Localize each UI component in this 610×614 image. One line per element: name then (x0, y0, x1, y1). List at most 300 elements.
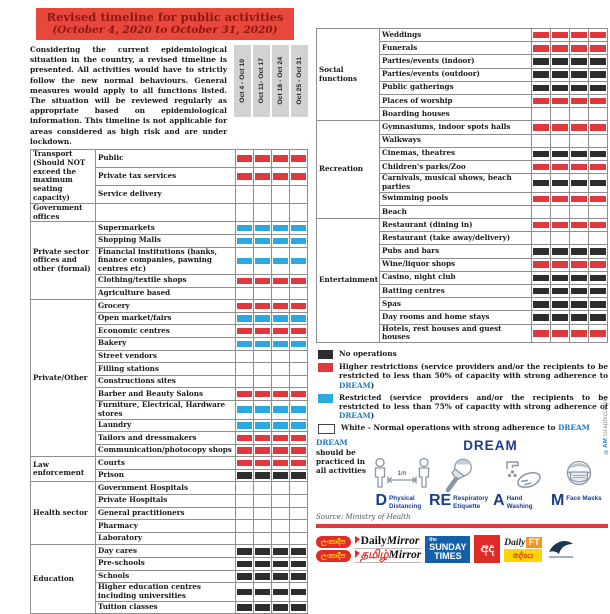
status-bar-red (533, 124, 549, 131)
category-cell: Private sector offices and other (formal) (31, 222, 96, 300)
status-cell (290, 222, 308, 235)
dream-item-respiratory (428, 456, 491, 510)
status-cell (551, 324, 570, 343)
status-cell (589, 205, 608, 218)
activity-label: Private tax services (96, 167, 236, 185)
status-bar-black (533, 275, 549, 282)
status-bar-red (590, 98, 606, 105)
status-bar-blue (273, 315, 288, 322)
activity-label: Furniture, Electrical, Hardware stores (96, 400, 236, 419)
legend-item (316, 393, 608, 421)
status-cell (589, 160, 608, 173)
status-cell (272, 337, 290, 350)
status-bar-black (552, 71, 568, 78)
status-cell (589, 284, 608, 297)
status-cell (589, 108, 608, 121)
status-cell (551, 205, 570, 218)
status-bar-red (533, 196, 549, 203)
activity-label: Day rooms and home stays (380, 311, 532, 324)
status-cell (236, 432, 254, 445)
status-cell (589, 29, 608, 42)
status-cell (236, 583, 254, 602)
status-bar-red (237, 391, 252, 398)
status-bar-black (590, 275, 606, 282)
activity-label: Gymnasiums, indoor spots halls (380, 121, 532, 134)
status-cell (272, 400, 290, 419)
legend-text: White - Normal operations with strong adherence to DREAM (341, 423, 590, 433)
status-bar-red (590, 261, 606, 268)
status-bar-blue (291, 238, 306, 245)
status-cell (254, 507, 272, 520)
status-cell (254, 558, 272, 571)
status-cell (272, 545, 290, 558)
status-cell (272, 583, 290, 602)
status-cell (290, 167, 308, 185)
status-bar-black (571, 180, 587, 187)
dream-caption (375, 493, 429, 510)
status-cell (551, 298, 570, 311)
status-bar-red (533, 98, 549, 105)
physical-distancing-icon (371, 456, 433, 492)
status-cell (290, 495, 308, 508)
status-cell (236, 325, 254, 338)
status-cell (290, 570, 308, 583)
hand-washing-icon (497, 456, 543, 492)
activity-label: Hotels, rest houses and guest houses (380, 324, 532, 343)
category-cell: Transport (Should NOT exceed the maximum seating capacity) (31, 150, 96, 204)
activity-label: Pharmacy (96, 520, 236, 533)
page-subtitle: (October 4, 2020 to October 31, 2020) (52, 24, 278, 36)
date-column-header (272, 45, 289, 117)
activity-label: Government Hospitals (96, 482, 236, 495)
status-bar-black (255, 472, 270, 479)
category-cell: Government offices (31, 203, 96, 222)
status-bar-red (255, 173, 270, 180)
status-bar-black (291, 573, 306, 580)
status-bar-red (237, 460, 252, 467)
status-bar-blue (237, 422, 252, 429)
status-cell (570, 174, 589, 193)
right-timeline-table (316, 28, 608, 343)
legend-swatch-black (318, 350, 333, 359)
status-bar-blue (273, 341, 288, 348)
status-cell (570, 245, 589, 258)
dream-label: Physical Distancing (389, 495, 422, 510)
status-bar-red (590, 45, 606, 52)
dream-caption (551, 493, 606, 508)
status-cell (290, 312, 308, 325)
category-cell: Law enforcement (31, 457, 96, 482)
status-bar-red (571, 45, 587, 52)
status-cell (272, 312, 290, 325)
status-bar-blue (237, 238, 252, 245)
status-bar-black (533, 71, 549, 78)
date-column-header (253, 45, 270, 117)
status-bar-blue (273, 258, 288, 265)
activity-label: Swimming pools (380, 192, 532, 205)
activity-label: Private Hospitals (96, 495, 236, 508)
status-cell (532, 232, 551, 245)
status-cell (570, 134, 589, 147)
status-bar-red (291, 303, 306, 310)
status-cell (272, 432, 290, 445)
status-cell (551, 134, 570, 147)
status-cell (589, 147, 608, 160)
status-cell (272, 444, 290, 457)
activity-label: Shopping Malls (96, 235, 236, 248)
status-bar-red (291, 435, 306, 442)
activity-label: Wine/liquor shops (380, 258, 532, 271)
status-bar-red (552, 32, 568, 39)
status-bar-black (552, 180, 568, 187)
status-cell (290, 419, 308, 432)
status-bar-black (552, 248, 568, 255)
status-cell (254, 583, 272, 602)
status-cell (290, 388, 308, 401)
activity-label: Financial institutions (banks, finance companies, pawning centres etc) (96, 247, 236, 274)
status-bar-blue (255, 315, 270, 322)
status-cell (272, 150, 290, 168)
status-cell (254, 222, 272, 235)
status-cell (272, 495, 290, 508)
status-bar-black (552, 301, 568, 308)
ft-deshaya-logos (504, 537, 542, 562)
status-bar-red (237, 155, 252, 162)
status-bar-blue (291, 225, 306, 232)
status-cell (532, 284, 551, 297)
status-bar-black (590, 71, 606, 78)
status-bar-red (571, 124, 587, 131)
activity-label: Economic centres (96, 325, 236, 338)
status-bar-red (571, 98, 587, 105)
dream-keyword: DREAM (316, 438, 348, 448)
status-bar-black (273, 604, 288, 611)
status-cell (551, 271, 570, 284)
status-bar-red (571, 330, 587, 337)
status-bar-black (291, 589, 306, 596)
status-cell (551, 108, 570, 121)
status-cell (236, 203, 254, 222)
activity-label: Supermarkets (96, 222, 236, 235)
legend-text: Higher restrictions (service providers and/or the recipients to be restricted to less than 50% of capacity with strong adherence to DREAM) (339, 362, 608, 390)
status-cell (236, 469, 254, 482)
status-bar-blue (291, 406, 306, 413)
legend-item (316, 362, 608, 390)
status-bar-black (571, 151, 587, 158)
status-cell (532, 160, 551, 173)
legend-item (316, 423, 608, 434)
daily-ft-logo: Daily FT (504, 536, 540, 548)
status-cell (570, 219, 589, 232)
status-cell (272, 185, 290, 203)
status-bar-black (291, 548, 306, 555)
activity-label: Carnivals, musical shows, beach parties (380, 174, 532, 193)
publisher-logos (316, 532, 608, 566)
status-bar-black (571, 248, 587, 255)
status-cell (290, 558, 308, 571)
status-cell (532, 324, 551, 343)
status-cell (236, 601, 254, 614)
status-cell (570, 284, 589, 297)
status-bar-red (255, 391, 270, 398)
status-cell (290, 235, 308, 248)
respiratory-etiquette-icon (441, 456, 481, 492)
status-bar-black (590, 85, 606, 92)
status-cell (589, 134, 608, 147)
status-cell (589, 81, 608, 94)
status-cell (272, 532, 290, 545)
mirror-logos (355, 535, 422, 563)
legend (316, 349, 608, 434)
status-bar-red (273, 155, 288, 162)
status-bar-red (533, 45, 549, 52)
activity-label: Tailors and dressmakers (96, 432, 236, 445)
status-cell (551, 81, 570, 94)
status-bar-red (291, 155, 306, 162)
status-bar-black (590, 248, 606, 255)
status-cell (570, 258, 589, 271)
status-cell (290, 150, 308, 168)
status-bar-black (552, 314, 568, 321)
status-bar-red (255, 460, 270, 467)
status-cell (236, 444, 254, 457)
status-bar-blue (255, 238, 270, 245)
activity-label: Clothing/textile shops (96, 274, 236, 287)
status-bar-red (590, 124, 606, 131)
status-bar-red (291, 328, 306, 335)
status-cell (272, 363, 290, 376)
status-cell (551, 192, 570, 205)
status-bar-black (552, 85, 568, 92)
status-cell (570, 192, 589, 205)
status-bar-red (273, 460, 288, 467)
status-cell (570, 68, 589, 81)
status-cell (236, 400, 254, 419)
status-cell (272, 350, 290, 363)
status-bar-black (533, 58, 549, 65)
status-cell (532, 29, 551, 42)
status-bar-black (590, 314, 606, 321)
status-bar-red (571, 164, 587, 171)
status-cell (236, 274, 254, 287)
status-cell (551, 232, 570, 245)
status-bar-blue (291, 315, 306, 322)
status-bar-red (237, 303, 252, 310)
status-cell (254, 337, 272, 350)
status-cell (532, 94, 551, 107)
status-bar-black (255, 561, 270, 568)
dream-title: DREAM (463, 438, 518, 454)
status-bar-black (273, 472, 288, 479)
status-cell (254, 469, 272, 482)
status-bar-black (552, 151, 568, 158)
status-cell (236, 545, 254, 558)
status-cell (551, 68, 570, 81)
status-bar-blue (237, 258, 252, 265)
status-bar-blue (255, 406, 270, 413)
activity-row (31, 150, 308, 168)
status-bar-red (552, 164, 568, 171)
status-cell (290, 287, 308, 300)
status-bar-black (237, 573, 252, 580)
status-bar-black (571, 314, 587, 321)
status-cell (290, 545, 308, 558)
category-cell: Education (31, 545, 96, 614)
status-cell (551, 55, 570, 68)
status-cell (236, 337, 254, 350)
status-bar-red (590, 196, 606, 203)
status-cell (254, 520, 272, 533)
activity-label: Restaurant (dining in) (380, 219, 532, 232)
status-cell (589, 324, 608, 343)
lankadeepa-bottom: ලංකාදීප (316, 550, 351, 562)
status-cell (290, 400, 308, 419)
status-cell (532, 298, 551, 311)
lankadeepa-top: ලංකාදීප (316, 536, 351, 548)
activity-label: Constructions sites (96, 375, 236, 388)
status-cell (272, 482, 290, 495)
date-column-header (234, 45, 251, 117)
status-cell (236, 570, 254, 583)
activity-label: Laboratory (96, 532, 236, 545)
status-bar-red (255, 278, 270, 285)
status-cell (570, 108, 589, 121)
status-cell (570, 205, 589, 218)
category-cell: Recreation (317, 121, 380, 219)
legend-text: No operations (339, 349, 397, 359)
status-cell (551, 258, 570, 271)
dream-item-mask (549, 456, 608, 510)
status-cell (272, 520, 290, 533)
status-cell (551, 219, 570, 232)
status-bar-red (590, 330, 606, 337)
status-bar-red (291, 447, 306, 454)
status-cell (236, 457, 254, 470)
status-bar-blue (273, 406, 288, 413)
status-cell (290, 482, 308, 495)
status-cell (272, 507, 290, 520)
activity-label: Street vendors (96, 350, 236, 363)
activity-label: Places of worship (380, 94, 532, 107)
activity-row (31, 222, 308, 235)
intro-row (30, 45, 308, 147)
status-bar-red (291, 391, 306, 398)
category-cell: Social functions (317, 29, 380, 121)
status-cell (272, 469, 290, 482)
status-cell (570, 324, 589, 343)
status-bar-red (237, 447, 252, 454)
status-cell (589, 42, 608, 55)
status-cell (551, 121, 570, 134)
status-bar-red (255, 447, 270, 454)
status-bar-red (552, 196, 568, 203)
status-cell (570, 121, 589, 134)
activity-row (317, 219, 608, 232)
status-cell (589, 232, 608, 245)
status-bar-blue (237, 225, 252, 232)
status-bar-red (291, 460, 306, 467)
status-cell (236, 287, 254, 300)
status-bar-black (590, 151, 606, 158)
status-cell (589, 55, 608, 68)
status-cell (272, 203, 290, 222)
status-bar-blue (255, 422, 270, 429)
activity-label: Boarding houses (380, 108, 532, 121)
status-bar-red (552, 45, 568, 52)
status-cell (551, 29, 570, 42)
status-cell (254, 167, 272, 185)
status-bar-black (273, 573, 288, 580)
status-bar-blue (273, 238, 288, 245)
lankadeepa-logo (316, 535, 351, 563)
status-bar-black (571, 71, 587, 78)
status-bar-red (255, 155, 270, 162)
activity-label: Agriculture based (96, 287, 236, 300)
status-bar-black (571, 301, 587, 308)
status-bar-red (552, 222, 568, 229)
status-bar-red (533, 330, 549, 337)
status-cell (254, 274, 272, 287)
status-bar-red (273, 328, 288, 335)
dream-item-distancing (373, 456, 432, 510)
status-bar-black (552, 288, 568, 295)
distance-annotation: 1m (397, 470, 407, 478)
date-column-label: Oct 18 - Oct 24 (277, 57, 284, 105)
activity-label: Walkways (380, 134, 532, 147)
dream-caption (493, 493, 547, 510)
activity-row (317, 29, 608, 42)
status-cell (532, 271, 551, 284)
status-bar-blue (237, 341, 252, 348)
status-bar-blue (291, 341, 306, 348)
status-cell (254, 432, 272, 445)
status-bar-red (273, 278, 288, 285)
status-bar-black (533, 314, 549, 321)
status-cell (272, 222, 290, 235)
status-cell (290, 444, 308, 457)
status-bar-black (533, 248, 549, 255)
status-cell (589, 271, 608, 284)
status-cell (254, 312, 272, 325)
status-cell (290, 469, 308, 482)
activity-label: Beach (380, 205, 532, 218)
status-bar-blue (291, 258, 306, 265)
activity-label: Filling stations (96, 363, 236, 376)
status-bar-black (273, 548, 288, 555)
activity-label: Casino, night club (380, 271, 532, 284)
status-cell (236, 482, 254, 495)
status-bar-black (237, 604, 252, 611)
status-cell (236, 167, 254, 185)
status-bar-black (255, 573, 270, 580)
status-cell (254, 532, 272, 545)
status-bar-black (237, 561, 252, 568)
status-bar-black (533, 85, 549, 92)
status-cell (254, 482, 272, 495)
legend-swatch-blue (318, 394, 333, 403)
status-bar-red (255, 435, 270, 442)
status-cell (290, 185, 308, 203)
status-bar-black (273, 561, 288, 568)
status-cell (589, 298, 608, 311)
status-cell (272, 457, 290, 470)
activity-label: Public (96, 150, 236, 168)
activity-label: Communication/photocopy shops (96, 444, 236, 457)
status-cell (236, 507, 254, 520)
left-column (30, 8, 308, 614)
status-bar-black (255, 548, 270, 555)
status-bar-black (255, 589, 270, 596)
